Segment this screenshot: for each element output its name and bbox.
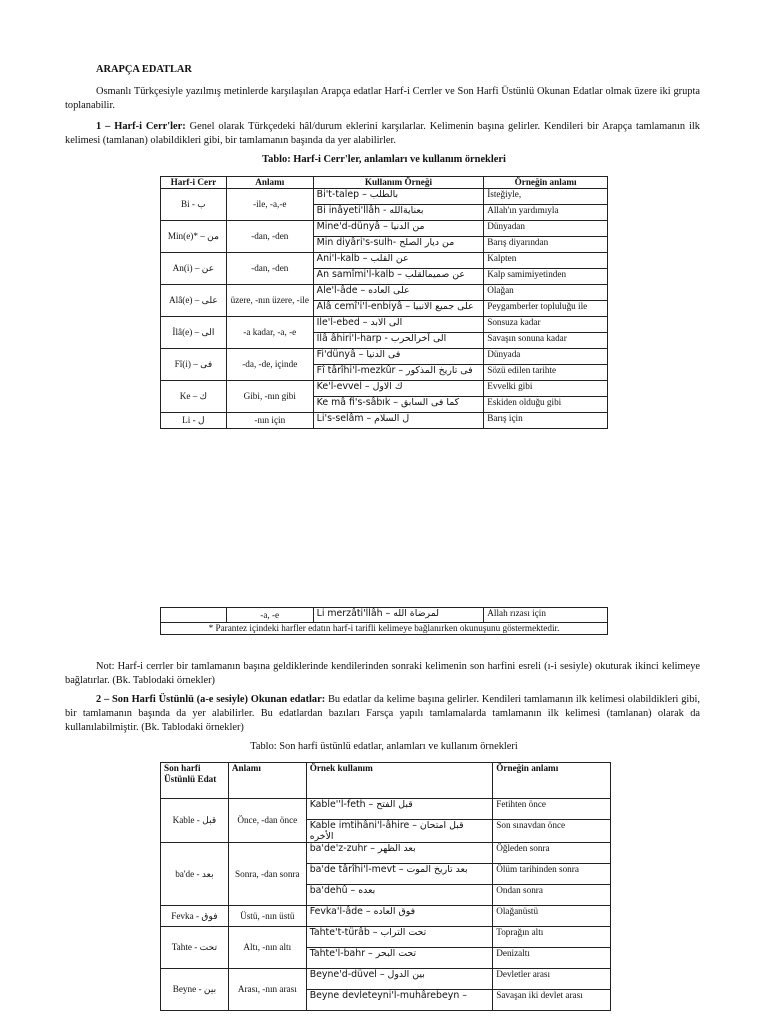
meaning-cell: Sonra, -dan sonra	[228, 843, 306, 906]
table-cell	[161, 608, 227, 623]
edat-cell: Fevka - فوق	[161, 906, 229, 927]
son-harfi-ustunlu-table	[160, 762, 611, 1011]
example-meaning-cell: Evvelki gibi	[484, 381, 608, 397]
meaning-cell: -da, -de, içinde	[226, 349, 313, 381]
example-cell: Ale'l-âde – على العاده	[313, 285, 484, 301]
example-cell: Fi'dünyâ – فى الدنيا	[313, 349, 484, 365]
example-cell: Fî târîhi'l-mezkûr – فى تاريخ المذكور	[313, 365, 484, 381]
edat-cell: Min(e)* – من	[161, 221, 227, 253]
table-header-row	[161, 763, 611, 799]
example-cell: Min diyâri's-sulh- من ديار الصلح	[313, 237, 484, 253]
column-header: Anlamı	[226, 177, 313, 189]
table-cell: Allah rızası için	[484, 608, 608, 623]
table-footnote: * Parantez içindeki harfler edatın harf-i tarifli kelimeye bağlanırken okunuşunu göstermektedir.	[161, 623, 608, 635]
example-cell: Li's-selâm – ل السلام	[313, 413, 484, 429]
section1-heading: 1 – Harf-i Cerr'ler:	[96, 121, 186, 132]
example-meaning-cell: Son sınavdan önce	[493, 820, 611, 843]
meaning-cell: Üstü, -nın üstü	[228, 906, 306, 927]
edat-cell: Ke – ك	[161, 381, 227, 413]
edat-cell: Beyne - بين	[161, 969, 229, 1011]
section2-text: Bu edatlar da kelime başına gelirler. Kendileri tamlamanın ilk kelimesi olabildikleri gibi, bir tamlamanın başında da yer alabilirler. Bu edatlardan bazıları Farsça yapılı tamlamalarda tamlamanın ilk kelimesi (tamlanan) olarak da kullanılabilmiştir. (Bk. Tablodaki örnekler)	[65, 694, 701, 733]
meaning-cell: -dan, -den	[226, 221, 313, 253]
table-row	[161, 969, 611, 990]
column-header: Son harfi Üstünlü Edat	[161, 763, 229, 799]
example-meaning-cell: Toprağın altı	[493, 927, 611, 948]
example-cell: Bi't-talep – بالطلب	[313, 189, 484, 205]
example-meaning-cell: Fetihten önce	[493, 799, 611, 820]
meaning-cell: -nın için	[226, 413, 313, 429]
example-cell: Beyne'd-düvel – بين الدول	[306, 969, 493, 990]
table-cell: Li merzâti'llâh – لمرضاة الله	[313, 608, 484, 623]
table-row	[161, 253, 608, 269]
harf-i-cerr-table-continued	[160, 607, 608, 635]
edat-cell: ba'de - بعد	[161, 843, 229, 906]
table-row	[161, 221, 608, 237]
edat-cell: Alâ(e) – على	[161, 285, 227, 317]
example-meaning-cell: Dünyadan	[484, 221, 608, 237]
example-meaning-cell: Dünyada	[484, 349, 608, 365]
example-cell: Tahte'l-bahr – تحت البحر	[306, 948, 493, 969]
meaning-cell: -a kadar, -a, -e	[226, 317, 313, 349]
example-meaning-cell: Savaşın sonuna kadar	[484, 333, 608, 349]
section2-heading: 2 – Son Harfi Üstünlü (a-e sesiyle) Okunan edatlar:	[96, 694, 326, 705]
example-cell: İle'l-ebed – الى الابد	[313, 317, 484, 333]
table-header-row	[161, 177, 608, 189]
page-title: ARAPÇA EDATLAR	[96, 64, 192, 75]
intro-paragraph: Osmanlı Türkçesiyle yazılmış metinlerde karşılaşılan Arapça edatlar Harf-i Cerrler ve Son Harfi Üstünlü Okunan Edatlar olmak üzere iki grupta toplanabilir.	[65, 86, 700, 111]
example-meaning-cell: Ondan sonra	[493, 885, 611, 906]
example-meaning-cell: Ölüm tarihinden sonra	[493, 864, 611, 885]
edat-cell: Fî(i) – فى	[161, 349, 227, 381]
example-cell: Alâ cemî'i'l-enbiyâ – على جميع الانبيا	[313, 301, 484, 317]
table-row	[161, 413, 608, 429]
table-row	[161, 927, 611, 948]
table-row	[161, 843, 611, 864]
example-cell: Kable''l-feth – قبل الفتح	[306, 799, 493, 820]
section2-paragraph	[65, 693, 700, 735]
meaning-cell: Altı, -nın altı	[228, 927, 306, 969]
harf-i-cerr-table	[160, 176, 608, 429]
meaning-cell: Önce, -dan önce	[228, 799, 306, 843]
example-meaning-cell: Savaşan iki devlet arası	[493, 990, 611, 1011]
example-meaning-cell: Barış için	[484, 413, 608, 429]
meaning-cell: -dan, -den	[226, 253, 313, 285]
edat-cell: Li - ل	[161, 413, 227, 429]
example-cell: Fevka'l-âde – فوق العاده	[306, 906, 493, 927]
edat-cell: İlâ(e) – الى	[161, 317, 227, 349]
edat-cell: Tahte - تحت	[161, 927, 229, 969]
example-cell: Ke mâ fi's-sâbık – كما فى السابق	[313, 397, 484, 413]
example-meaning-cell: Olağanüstü	[493, 906, 611, 927]
edat-cell: An(i) – عن	[161, 253, 227, 285]
edat-cell: Bi - ب	[161, 189, 227, 221]
table-row	[161, 608, 608, 623]
example-cell: ba'de'z-zuhr – بعد الظهر	[306, 843, 493, 864]
section1-text: Genel olarak Türkçedeki hâl/durum eklerini karşılarlar. Kelimenin başına gelirler. Kendileri bir Arapça tamlamanın ilk kelimesi (tamlanan) olabildikleri gibi, bir tamlamanın başında da yer alabilirler.	[65, 121, 700, 146]
table-row	[161, 799, 611, 820]
example-meaning-cell: Devletler arası	[493, 969, 611, 990]
column-header: Harf-i Cerr	[161, 177, 227, 189]
footnote-row	[161, 623, 608, 635]
example-meaning-cell: Allah'ın yardımıyla	[484, 205, 608, 221]
example-cell: ba'dehû – بعده	[306, 885, 493, 906]
column-header: Kullanım Örneği	[313, 177, 484, 189]
column-header: Anlamı	[228, 763, 306, 799]
example-cell: Ani'l-kalb – عن القلب	[313, 253, 484, 269]
example-cell: Tahte't-türâb – تحت التراب	[306, 927, 493, 948]
example-meaning-cell: Sonsuza kadar	[484, 317, 608, 333]
meaning-cell: üzere, -nın üzere, -ile	[226, 285, 313, 317]
table1-caption: Tablo: Harf-i Cerr'ler, anlamları ve kullanım örnekleri	[262, 154, 506, 165]
section1-paragraph	[65, 120, 700, 148]
example-meaning-cell: Denizaltı	[493, 948, 611, 969]
note-paragraph: Not: Harf-i cerrler bir tamlamanın başına geldiklerinde kendilerinden sonraki kelimenin son harfini esreli (ı-i sesiyle) okuturak ikinci kelimeye bağlatırlar. (Bk. Tablodaki örnekler)	[65, 661, 700, 686]
table-cell: -a, -e	[226, 608, 313, 623]
example-meaning-cell: İsteğiyle,	[484, 189, 608, 205]
example-cell: Mine'd-dünyâ – من الدنيا	[313, 221, 484, 237]
example-cell: Kable imtihâni'l-âhire – قبل امتحان الأخره	[306, 820, 493, 843]
example-cell: Bi inâyeti'llâh - بعنايةالله	[313, 205, 484, 221]
example-cell: An samîmi'l-kalb – عن صميمالقلب	[313, 269, 484, 285]
column-header: Örneğin anlamı	[484, 177, 608, 189]
meaning-cell: Arası, -nın arası	[228, 969, 306, 1011]
meaning-cell: -ile, -a,-e	[226, 189, 313, 221]
table-row	[161, 906, 611, 927]
table-row	[161, 317, 608, 333]
example-meaning-cell: Olağan	[484, 285, 608, 301]
column-header: Örnek kullanım	[306, 763, 493, 799]
example-meaning-cell: Barış diyarından	[484, 237, 608, 253]
example-cell: ba'de târîhi'l-mevt – بعد تاريخ الموت	[306, 864, 493, 885]
example-meaning-cell: Peygamberler topluluğu ile	[484, 301, 608, 317]
column-header: Örneğin anlamı	[493, 763, 611, 799]
table2-caption: Tablo: Son harfi üstünlü edatlar, anlamları ve kullanım örnekleri	[250, 741, 518, 752]
example-cell: Ke'l-evvel – ك الاول	[313, 381, 484, 397]
table-row	[161, 381, 608, 397]
example-meaning-cell: Kalp samimiyetinden	[484, 269, 608, 285]
example-meaning-cell: Kalpten	[484, 253, 608, 269]
meaning-cell: Gibi, -nın gibi	[226, 381, 313, 413]
example-meaning-cell: Eskiden olduğu gibi	[484, 397, 608, 413]
example-meaning-cell: Öğleden sonra	[493, 843, 611, 864]
edat-cell: Kable - قبل	[161, 799, 229, 843]
example-cell: Beyne devleteyni'l-muhârebeyn –	[306, 990, 493, 1011]
table-row	[161, 189, 608, 205]
example-meaning-cell: Sözü edilen tarihte	[484, 365, 608, 381]
table-row	[161, 285, 608, 301]
example-cell: İlâ âhiri'l-harp - الى آخرالحرب	[313, 333, 484, 349]
table-row	[161, 349, 608, 365]
